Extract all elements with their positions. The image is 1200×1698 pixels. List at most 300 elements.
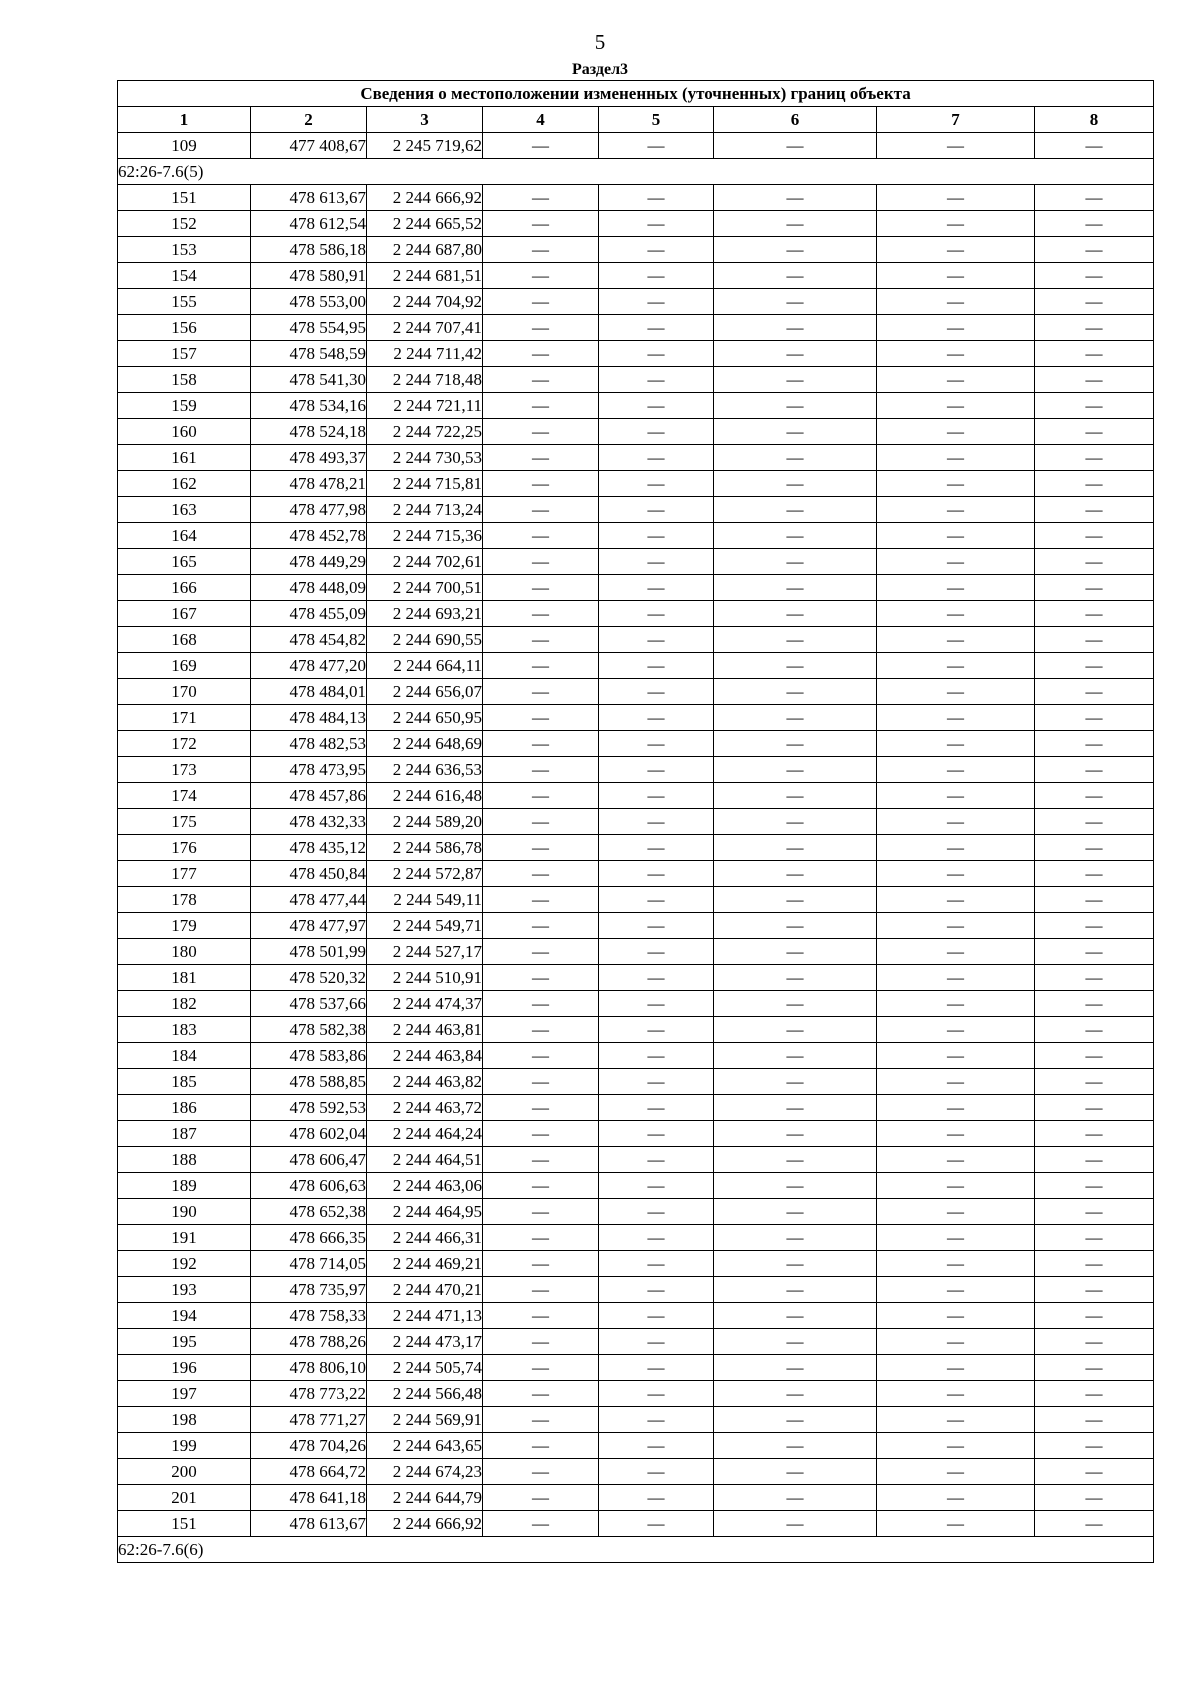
table-row: [118, 913, 1154, 939]
empty-cell-dash: —: [483, 1147, 599, 1173]
point-number: 158: [118, 367, 251, 393]
empty-cell-dash: —: [483, 1199, 599, 1225]
empty-cell-dash: —: [877, 1511, 1035, 1537]
column-header: 3: [367, 107, 483, 133]
empty-cell-dash: —: [1035, 1199, 1154, 1225]
table-row: [118, 887, 1154, 913]
coordinate-y: 2 244 572,87: [367, 861, 483, 887]
coordinate-x: 478 537,66: [251, 991, 367, 1017]
coordinate-x: 478 484,01: [251, 679, 367, 705]
coordinate-x: 478 613,67: [251, 1511, 367, 1537]
empty-cell-dash: —: [483, 1459, 599, 1485]
table-row: [118, 731, 1154, 757]
empty-cell-dash: —: [877, 1277, 1035, 1303]
table-row: [118, 367, 1154, 393]
point-number: 199: [118, 1433, 251, 1459]
empty-cell-dash: —: [599, 1407, 714, 1433]
empty-cell-dash: —: [483, 705, 599, 731]
coordinate-y: 2 244 471,13: [367, 1303, 483, 1329]
empty-cell-dash: —: [483, 1277, 599, 1303]
section-title: Раздел3: [571, 61, 629, 78]
coordinate-x: 478 788,26: [251, 1329, 367, 1355]
empty-cell-dash: —: [483, 1511, 599, 1537]
empty-cell-dash: —: [599, 549, 714, 575]
table-head: [118, 81, 1154, 133]
empty-cell-dash: —: [483, 419, 599, 445]
coordinate-x: 478 457,86: [251, 783, 367, 809]
empty-cell-dash: —: [599, 1381, 714, 1407]
empty-cell-dash: —: [714, 679, 877, 705]
table-row: [118, 1173, 1154, 1199]
empty-cell-dash: —: [714, 1511, 877, 1537]
empty-cell-dash: —: [714, 289, 877, 315]
table-row: [118, 497, 1154, 523]
point-number: 174: [118, 783, 251, 809]
coordinate-x: 478 450,84: [251, 861, 367, 887]
empty-cell-dash: —: [714, 627, 877, 653]
table-row: [118, 1199, 1154, 1225]
table-row: [118, 393, 1154, 419]
empty-cell-dash: —: [877, 445, 1035, 471]
coordinate-y: 2 244 665,52: [367, 211, 483, 237]
empty-cell-dash: —: [877, 367, 1035, 393]
coordinate-x: 478 501,99: [251, 939, 367, 965]
empty-cell-dash: —: [483, 627, 599, 653]
empty-cell-dash: —: [483, 913, 599, 939]
coordinate-x: 478 477,44: [251, 887, 367, 913]
empty-cell-dash: —: [599, 757, 714, 783]
point-number: 194: [118, 1303, 251, 1329]
table-row: [118, 1381, 1154, 1407]
table-row: [118, 939, 1154, 965]
empty-cell-dash: —: [714, 913, 877, 939]
empty-cell-dash: —: [1035, 887, 1154, 913]
empty-cell-dash: —: [714, 549, 877, 575]
table-row: [118, 1225, 1154, 1251]
empty-cell-dash: —: [1035, 445, 1154, 471]
coordinate-x: 478 606,63: [251, 1173, 367, 1199]
point-number: 161: [118, 445, 251, 471]
empty-cell-dash: —: [1035, 315, 1154, 341]
coordinate-x: 478 477,97: [251, 913, 367, 939]
empty-cell-dash: —: [483, 1433, 599, 1459]
coordinate-x: 478 714,05: [251, 1251, 367, 1277]
empty-cell-dash: —: [1035, 1407, 1154, 1433]
empty-cell-dash: —: [599, 991, 714, 1017]
coordinate-y: 2 244 730,53: [367, 445, 483, 471]
table-row: [118, 757, 1154, 783]
point-number: 182: [118, 991, 251, 1017]
table-row: [118, 1095, 1154, 1121]
point-number: 184: [118, 1043, 251, 1069]
empty-cell-dash: —: [714, 1433, 877, 1459]
empty-cell-dash: —: [877, 913, 1035, 939]
point-number: 197: [118, 1381, 251, 1407]
empty-cell-dash: —: [599, 1303, 714, 1329]
point-number: 109: [118, 133, 251, 159]
coordinate-x: 478 580,91: [251, 263, 367, 289]
empty-cell-dash: —: [877, 835, 1035, 861]
empty-cell-dash: —: [599, 1199, 714, 1225]
empty-cell-dash: —: [714, 835, 877, 861]
point-number: 183: [118, 1017, 251, 1043]
table-row: [118, 1407, 1154, 1433]
empty-cell-dash: —: [483, 1225, 599, 1251]
empty-cell-dash: —: [1035, 1095, 1154, 1121]
empty-cell-dash: —: [1035, 757, 1154, 783]
empty-cell-dash: —: [877, 419, 1035, 445]
empty-cell-dash: —: [599, 601, 714, 627]
empty-cell-dash: —: [599, 393, 714, 419]
table-row: [118, 1433, 1154, 1459]
table-row: [118, 1511, 1154, 1537]
empty-cell-dash: —: [1035, 913, 1154, 939]
column-header: 4: [483, 107, 599, 133]
empty-cell-dash: —: [599, 1121, 714, 1147]
empty-cell-dash: —: [1035, 1069, 1154, 1095]
coordinate-y: 2 244 463,06: [367, 1173, 483, 1199]
coordinate-x: 478 534,16: [251, 393, 367, 419]
coordinate-y: 2 244 464,24: [367, 1121, 483, 1147]
point-number: 169: [118, 653, 251, 679]
point-number: 151: [118, 1511, 251, 1537]
empty-cell-dash: —: [877, 185, 1035, 211]
coordinate-y: 2 244 566,48: [367, 1381, 483, 1407]
empty-cell-dash: —: [877, 1303, 1035, 1329]
point-number: 191: [118, 1225, 251, 1251]
empty-cell-dash: —: [483, 861, 599, 887]
empty-cell-dash: —: [483, 289, 599, 315]
empty-cell-dash: —: [714, 1225, 877, 1251]
empty-cell-dash: —: [483, 1355, 599, 1381]
empty-cell-dash: —: [483, 237, 599, 263]
empty-cell-dash: —: [877, 991, 1035, 1017]
empty-cell-dash: —: [1035, 991, 1154, 1017]
coordinate-y: 2 244 664,11: [367, 653, 483, 679]
empty-cell-dash: —: [483, 1329, 599, 1355]
empty-cell-dash: —: [877, 783, 1035, 809]
point-number: 196: [118, 1355, 251, 1381]
empty-cell-dash: —: [877, 1459, 1035, 1485]
empty-cell-dash: —: [714, 783, 877, 809]
empty-cell-dash: —: [483, 1043, 599, 1069]
table-row: [118, 783, 1154, 809]
empty-cell-dash: —: [599, 1043, 714, 1069]
empty-cell-dash: —: [714, 185, 877, 211]
point-number: 159: [118, 393, 251, 419]
empty-cell-dash: —: [877, 393, 1035, 419]
point-number: 171: [118, 705, 251, 731]
empty-cell-dash: —: [1035, 237, 1154, 263]
coordinate-y: 2 244 721,11: [367, 393, 483, 419]
coordinate-x: 478 541,30: [251, 367, 367, 393]
coordinate-y: 2 244 464,51: [367, 1147, 483, 1173]
coordinate-y: 2 244 693,21: [367, 601, 483, 627]
table-row: [118, 523, 1154, 549]
coordinate-y: 2 244 463,82: [367, 1069, 483, 1095]
empty-cell-dash: —: [483, 133, 599, 159]
empty-cell-dash: —: [1035, 835, 1154, 861]
empty-cell-dash: —: [1035, 939, 1154, 965]
empty-cell-dash: —: [877, 133, 1035, 159]
table-row: [118, 1303, 1154, 1329]
empty-cell-dash: —: [483, 211, 599, 237]
empty-cell-dash: —: [714, 1329, 877, 1355]
empty-cell-dash: —: [1035, 211, 1154, 237]
empty-cell-dash: —: [599, 1251, 714, 1277]
column-header: 7: [877, 107, 1035, 133]
group-row: [118, 159, 1154, 185]
empty-cell-dash: —: [714, 991, 877, 1017]
empty-cell-dash: —: [877, 1407, 1035, 1433]
coordinate-y: 2 244 463,72: [367, 1095, 483, 1121]
coordinate-x: 478 484,13: [251, 705, 367, 731]
empty-cell-dash: —: [483, 497, 599, 523]
point-number: 153: [118, 237, 251, 263]
point-number: 172: [118, 731, 251, 757]
empty-cell-dash: —: [877, 887, 1035, 913]
empty-cell-dash: —: [483, 263, 599, 289]
coordinate-x: 478 758,33: [251, 1303, 367, 1329]
empty-cell-dash: —: [1035, 809, 1154, 835]
empty-cell-dash: —: [714, 575, 877, 601]
empty-cell-dash: —: [599, 1329, 714, 1355]
coordinate-x: 478 806,10: [251, 1355, 367, 1381]
coordinate-x: 478 432,33: [251, 809, 367, 835]
empty-cell-dash: —: [1035, 1303, 1154, 1329]
empty-cell-dash: —: [877, 1355, 1035, 1381]
empty-cell-dash: —: [599, 653, 714, 679]
point-number: 168: [118, 627, 251, 653]
point-number: 179: [118, 913, 251, 939]
coordinate-y: 2 244 644,79: [367, 1485, 483, 1511]
empty-cell-dash: —: [599, 1459, 714, 1485]
empty-cell-dash: —: [1035, 965, 1154, 991]
empty-cell-dash: —: [483, 653, 599, 679]
empty-cell-dash: —: [599, 1511, 714, 1537]
empty-cell-dash: —: [877, 1069, 1035, 1095]
empty-cell-dash: —: [714, 1251, 877, 1277]
empty-cell-dash: —: [877, 627, 1035, 653]
table-row: [118, 133, 1154, 159]
empty-cell-dash: —: [1035, 601, 1154, 627]
table-row: [118, 549, 1154, 575]
empty-cell-dash: —: [714, 757, 877, 783]
column-header: 6: [714, 107, 877, 133]
coordinate-x: 478 478,21: [251, 471, 367, 497]
coordinate-y: 2 244 463,84: [367, 1043, 483, 1069]
table-row: [118, 185, 1154, 211]
point-number: 201: [118, 1485, 251, 1511]
coordinate-y: 2 244 687,80: [367, 237, 483, 263]
coordinate-y: 2 244 700,51: [367, 575, 483, 601]
coordinate-x: 478 735,97: [251, 1277, 367, 1303]
table-row: [118, 965, 1154, 991]
point-number: 152: [118, 211, 251, 237]
coordinate-y: 2 244 707,41: [367, 315, 483, 341]
table-row: [118, 289, 1154, 315]
point-number: 170: [118, 679, 251, 705]
empty-cell-dash: —: [714, 393, 877, 419]
coordinate-x: 478 548,59: [251, 341, 367, 367]
empty-cell-dash: —: [714, 315, 877, 341]
empty-cell-dash: —: [483, 523, 599, 549]
group-label: 62:26-7.6(6): [118, 1537, 1154, 1563]
coordinate-x: 478 455,09: [251, 601, 367, 627]
coordinate-x: 478 613,67: [251, 185, 367, 211]
coordinate-y: 2 244 549,11: [367, 887, 483, 913]
coordinate-x: 478 449,29: [251, 549, 367, 575]
table-row: [118, 1147, 1154, 1173]
coordinate-x: 478 606,47: [251, 1147, 367, 1173]
coordinate-y: 2 244 648,69: [367, 731, 483, 757]
coordinate-y: 2 244 636,53: [367, 757, 483, 783]
coordinate-y: 2 244 473,17: [367, 1329, 483, 1355]
coordinate-y: 2 244 650,95: [367, 705, 483, 731]
table-row: [118, 705, 1154, 731]
empty-cell-dash: —: [483, 1095, 599, 1121]
empty-cell-dash: —: [877, 237, 1035, 263]
point-number: 164: [118, 523, 251, 549]
empty-cell-dash: —: [714, 1069, 877, 1095]
empty-cell-dash: —: [714, 939, 877, 965]
empty-cell-dash: —: [1035, 341, 1154, 367]
point-number: 193: [118, 1277, 251, 1303]
point-number: 151: [118, 185, 251, 211]
empty-cell-dash: —: [599, 627, 714, 653]
empty-cell-dash: —: [1035, 263, 1154, 289]
coordinate-x: 477 408,67: [251, 133, 367, 159]
empty-cell-dash: —: [599, 1095, 714, 1121]
empty-cell-dash: —: [877, 939, 1035, 965]
empty-cell-dash: —: [599, 731, 714, 757]
empty-cell-dash: —: [877, 497, 1035, 523]
empty-cell-dash: —: [714, 887, 877, 913]
empty-cell-dash: —: [1035, 1121, 1154, 1147]
point-number: 192: [118, 1251, 251, 1277]
coordinate-y: 2 244 718,48: [367, 367, 483, 393]
coordinate-y: 2 244 681,51: [367, 263, 483, 289]
empty-cell-dash: —: [599, 861, 714, 887]
point-number: 160: [118, 419, 251, 445]
empty-cell-dash: —: [714, 809, 877, 835]
point-number: 180: [118, 939, 251, 965]
empty-cell-dash: —: [599, 913, 714, 939]
coordinate-y: 2 244 674,23: [367, 1459, 483, 1485]
empty-cell-dash: —: [599, 1277, 714, 1303]
empty-cell-dash: —: [714, 367, 877, 393]
table-row: [118, 1485, 1154, 1511]
coordinate-y: 2 244 510,91: [367, 965, 483, 991]
point-number: 175: [118, 809, 251, 835]
coordinate-y: 2 244 690,55: [367, 627, 483, 653]
coordinate-x: 478 582,38: [251, 1017, 367, 1043]
empty-cell-dash: —: [599, 497, 714, 523]
column-number-row: [118, 107, 1154, 133]
empty-cell-dash: —: [877, 1095, 1035, 1121]
point-number: 157: [118, 341, 251, 367]
table-row: [118, 263, 1154, 289]
coordinate-x: 478 652,38: [251, 1199, 367, 1225]
empty-cell-dash: —: [714, 1095, 877, 1121]
empty-cell-dash: —: [483, 393, 599, 419]
empty-cell-dash: —: [714, 601, 877, 627]
coordinate-x: 478 666,35: [251, 1225, 367, 1251]
empty-cell-dash: —: [599, 705, 714, 731]
empty-cell-dash: —: [599, 1485, 714, 1511]
group-label: 62:26-7.6(5): [118, 159, 1154, 185]
empty-cell-dash: —: [483, 1303, 599, 1329]
point-number: 181: [118, 965, 251, 991]
table-row: [118, 471, 1154, 497]
point-number: 156: [118, 315, 251, 341]
empty-cell-dash: —: [714, 211, 877, 237]
point-number: 167: [118, 601, 251, 627]
empty-cell-dash: —: [714, 419, 877, 445]
coordinate-x: 478 588,85: [251, 1069, 367, 1095]
empty-cell-dash: —: [714, 705, 877, 731]
empty-cell-dash: —: [877, 1043, 1035, 1069]
coordinate-y: 2 244 713,24: [367, 497, 483, 523]
empty-cell-dash: —: [877, 523, 1035, 549]
table-row: [118, 445, 1154, 471]
empty-cell-dash: —: [1035, 419, 1154, 445]
empty-cell-dash: —: [599, 367, 714, 393]
table-row: [118, 1251, 1154, 1277]
empty-cell-dash: —: [714, 1459, 877, 1485]
empty-cell-dash: —: [877, 731, 1035, 757]
point-number: 165: [118, 549, 251, 575]
coordinate-y: 2 244 463,81: [367, 1017, 483, 1043]
empty-cell-dash: —: [1035, 1355, 1154, 1381]
empty-cell-dash: —: [1035, 1147, 1154, 1173]
empty-cell-dash: —: [599, 523, 714, 549]
coordinate-y: 2 244 656,07: [367, 679, 483, 705]
empty-cell-dash: —: [877, 705, 1035, 731]
empty-cell-dash: —: [483, 1485, 599, 1511]
empty-cell-dash: —: [483, 445, 599, 471]
empty-cell-dash: —: [599, 263, 714, 289]
table-row: [118, 1459, 1154, 1485]
caption-row: [118, 81, 1154, 107]
empty-cell-dash: —: [877, 211, 1035, 237]
empty-cell-dash: —: [483, 939, 599, 965]
empty-cell-dash: —: [1035, 1511, 1154, 1537]
empty-cell-dash: —: [599, 315, 714, 341]
column-header: 2: [251, 107, 367, 133]
empty-cell-dash: —: [483, 601, 599, 627]
empty-cell-dash: —: [483, 991, 599, 1017]
point-number: 177: [118, 861, 251, 887]
empty-cell-dash: —: [483, 835, 599, 861]
table-row: [118, 809, 1154, 835]
table-row: [118, 627, 1154, 653]
column-header: 1: [118, 107, 251, 133]
coordinate-x: 478 473,95: [251, 757, 367, 783]
empty-cell-dash: —: [877, 341, 1035, 367]
coordinate-x: 478 435,12: [251, 835, 367, 861]
group-row: [118, 1537, 1154, 1563]
empty-cell-dash: —: [483, 731, 599, 757]
empty-cell-dash: —: [1035, 731, 1154, 757]
empty-cell-dash: —: [599, 835, 714, 861]
empty-cell-dash: —: [877, 1485, 1035, 1511]
empty-cell-dash: —: [714, 731, 877, 757]
coordinate-x: 478 664,72: [251, 1459, 367, 1485]
point-number: 163: [118, 497, 251, 523]
empty-cell-dash: —: [714, 471, 877, 497]
empty-cell-dash: —: [483, 471, 599, 497]
